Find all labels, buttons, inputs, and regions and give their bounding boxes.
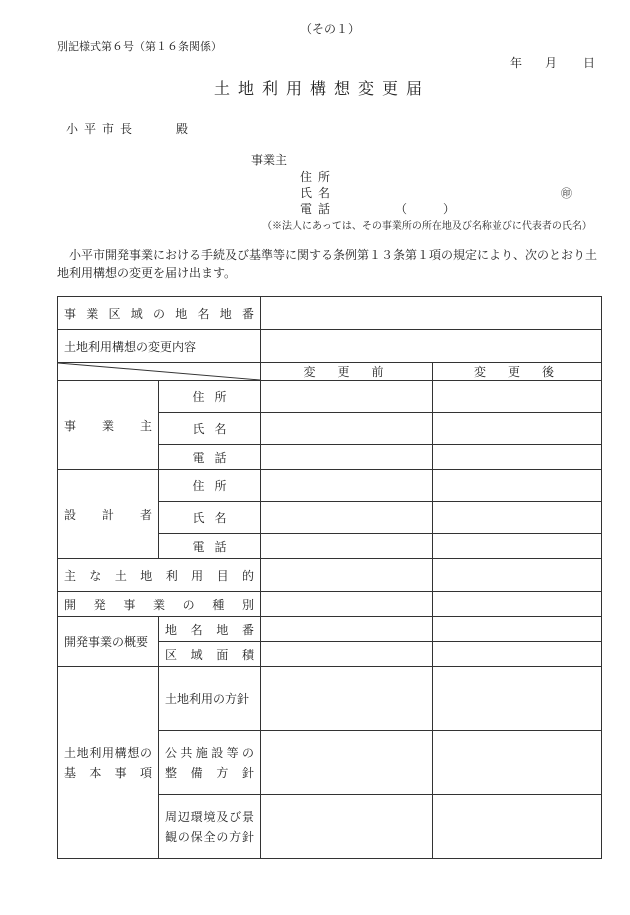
env-after[interactable]: [433, 795, 602, 859]
table-row: [58, 470, 602, 502]
date-month: 月: [545, 56, 558, 70]
header-diagonal-cell: [58, 363, 261, 381]
change-form-table: [57, 296, 602, 859]
owner-address-label: 住所: [159, 381, 261, 413]
overview-label: 開発事業の概要: [58, 617, 159, 667]
body-text: 小平市開発事業における手続及び基準等に関する条例第１３条第１項の規定により、次のとおり土地利用構想の変更を届け出ます。: [57, 248, 598, 280]
owner-phone-before[interactable]: [261, 445, 433, 470]
applicant-phone-label: 電話: [300, 202, 337, 216]
public-label-line2: 整備方針: [165, 765, 255, 780]
designer-name-label: 氏名: [159, 502, 261, 534]
designer-name-before[interactable]: [261, 502, 433, 534]
area-size-label: 区域面積: [159, 642, 261, 667]
policy-after[interactable]: [433, 667, 602, 731]
designer-label: 設計者: [58, 470, 159, 559]
environment-label: [159, 795, 261, 859]
phone-parens: （ ）: [395, 202, 456, 216]
corporate-note: （※法人にあっては、その事業所の所在地及び名称並びに代表者の氏名）: [262, 221, 592, 232]
diagonal-line: [58, 363, 260, 380]
applicant-address-label: 住所: [300, 170, 337, 184]
basics-label-line1: 土地利用構想の: [64, 745, 152, 760]
designer-name-after[interactable]: [433, 502, 602, 534]
table-row: [58, 363, 602, 381]
policy-before[interactable]: [261, 667, 433, 731]
area-label: 事業区域の地名地番: [58, 297, 261, 330]
table-row: [58, 617, 602, 642]
area-size-after[interactable]: [433, 642, 602, 667]
before-header: 変更前: [261, 363, 433, 381]
owner-phone-after[interactable]: [433, 445, 602, 470]
purpose-label: 主な土地利用目的: [58, 559, 261, 592]
dev-type-after[interactable]: [433, 592, 602, 617]
owner-address-after[interactable]: [433, 381, 602, 413]
owner-name-before[interactable]: [261, 413, 433, 445]
table-row: [58, 592, 602, 617]
owner-phone-label: 電話: [159, 445, 261, 470]
change-value-cell[interactable]: [261, 330, 602, 363]
purpose-before[interactable]: [261, 559, 433, 592]
applicant-label: 事業主: [251, 153, 288, 167]
owner-name-after[interactable]: [433, 413, 602, 445]
public-label-line1: 公共施設等の: [165, 745, 255, 760]
area-value-cell[interactable]: [261, 297, 602, 330]
owner-address-before[interactable]: [261, 381, 433, 413]
designer-phone-before[interactable]: [261, 534, 433, 559]
lot-number-after[interactable]: [433, 617, 602, 642]
designer-phone-after[interactable]: [433, 534, 602, 559]
date-year: 年: [510, 56, 523, 70]
area-size-before[interactable]: [261, 642, 433, 667]
policy-label: 土地利用の方針: [159, 667, 261, 731]
env-before[interactable]: [261, 795, 433, 859]
honorific: 殿: [176, 122, 189, 136]
public-facilities-label: [159, 731, 261, 795]
table-row: [58, 297, 602, 330]
designer-address-after[interactable]: [433, 470, 602, 502]
purpose-after[interactable]: [433, 559, 602, 592]
applicant-name-label: 氏名: [300, 186, 337, 200]
owner-label: 事業主: [58, 381, 159, 470]
seal-mark: ㊞: [561, 187, 572, 200]
basics-label-line2: 基本事項: [64, 765, 152, 780]
dev-type-before[interactable]: [261, 592, 433, 617]
designer-phone-label: 電話: [159, 534, 261, 559]
lot-number-label: 地名地番: [159, 617, 261, 642]
page-note: （その１）: [300, 22, 361, 36]
env-label-line2: 観の保全の方針: [165, 829, 255, 844]
public-before[interactable]: [261, 731, 433, 795]
table-row: [58, 667, 602, 731]
table-row: [58, 381, 602, 413]
basics-label: [58, 667, 159, 859]
lot-number-before[interactable]: [261, 617, 433, 642]
designer-address-before[interactable]: [261, 470, 433, 502]
form-code: 別記様式第６号（第１６条関係）: [57, 40, 222, 53]
env-label-line1: 周辺環境及び景: [165, 809, 255, 824]
change-label: 土地利用構想の変更内容: [58, 330, 261, 363]
dev-type-label: 開発事業の種別: [58, 592, 261, 617]
owner-name-label: 氏名: [159, 413, 261, 445]
table-row: [58, 330, 602, 363]
table-row: [58, 559, 602, 592]
public-after[interactable]: [433, 731, 602, 795]
page-title: 土地利用構想変更届: [214, 79, 431, 98]
date-day: 日: [583, 56, 596, 70]
designer-address-label: 住所: [159, 470, 261, 502]
addressee: 小平市長: [66, 122, 139, 136]
after-header: 変更後: [433, 363, 602, 381]
